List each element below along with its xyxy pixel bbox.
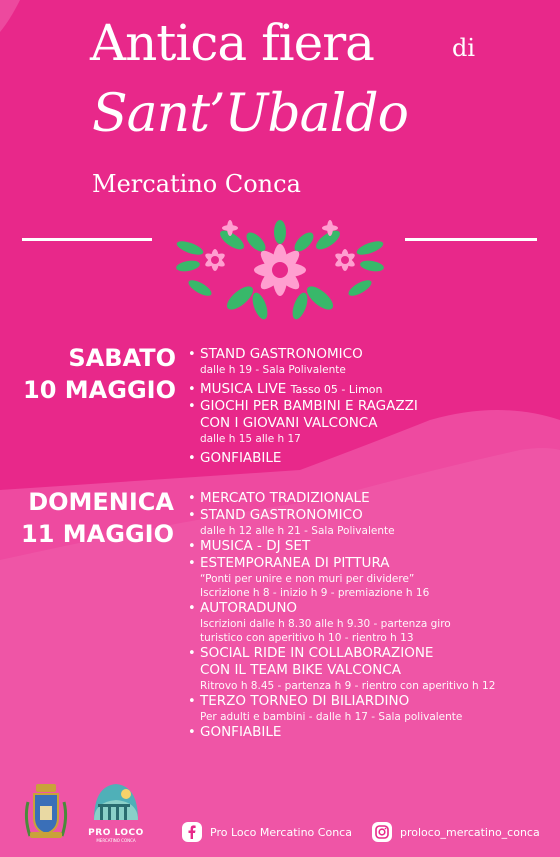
- pro-loco-logo: [90, 780, 142, 826]
- pro-loco-text: [86, 828, 146, 843]
- event-title-text: MUSICA LIVE: [200, 381, 287, 397]
- saturday-day-date: 10 MAGGIO: [23, 376, 176, 404]
- instagram-label: proloco_mercatino_conca: [400, 825, 540, 839]
- divider-left: [22, 238, 152, 241]
- event-title: • SOCIAL RIDE IN COLLABORAZIONE: [200, 645, 434, 661]
- list-item: [188, 538, 495, 555]
- event-title: • GONFIABILE: [200, 724, 282, 740]
- list-item: [188, 398, 418, 446]
- event-title: • GIOCHI PER BAMBINI E RAGAZZI: [200, 398, 418, 414]
- list-item: [188, 693, 495, 724]
- list-item: [188, 507, 495, 538]
- event-title: • STAND GASTRONOMICO: [200, 507, 363, 523]
- event-title: • MERCATO TRADIZIONALE: [200, 490, 370, 506]
- list-item: [188, 450, 418, 467]
- event-title-line2: CON IL TEAM BIKE VALCONCA: [200, 662, 402, 678]
- list-item: [188, 645, 495, 693]
- list-item: [188, 600, 495, 645]
- instagram-link[interactable]: [372, 822, 540, 842]
- facebook-link[interactable]: [182, 822, 352, 842]
- pro-loco-name: PRO LOCO: [88, 828, 144, 838]
- title-di: di: [452, 34, 476, 62]
- subtitle: Mercatino Conca: [92, 170, 301, 198]
- divider-right: [405, 238, 537, 241]
- event-detail: “Ponti per unire e non muri per dividere”: [200, 573, 415, 585]
- event-title: [200, 381, 418, 398]
- saturday-events-list: [188, 346, 418, 467]
- event-detail: dalle h 15 alle h 17: [200, 433, 301, 445]
- event-title: • AUTORADUNO: [200, 600, 298, 616]
- sunday-events-list: [188, 490, 495, 741]
- instagram-icon: [372, 822, 392, 842]
- event-detail: dalle h 19 - Sala Polivalente: [200, 364, 346, 376]
- event-title-line2: CON I GIOVANI VALCONCA: [200, 415, 378, 431]
- list-item: [188, 381, 418, 398]
- pro-loco-place: MERCATINO CONCA: [96, 838, 136, 843]
- saturday-date: [23, 342, 176, 406]
- event-detail: Iscrizione h 8 - inizio h 9 - premiazione h 16: [200, 587, 430, 599]
- municipal-coat-of-arms-logo: [22, 778, 70, 842]
- event-detail: Ritrovo h 8.45 - partenza h 9 - rientro con aperitivo h 12: [200, 680, 496, 692]
- event-title: • ESTEMPORANEA DI PITTURA: [200, 555, 390, 571]
- list-item: [188, 346, 418, 377]
- saturday-day-name: SABATO: [68, 344, 176, 372]
- event-title: • MUSICA - DJ SET: [200, 538, 311, 554]
- list-item: [188, 555, 495, 600]
- title-line1: Antica fiera: [90, 14, 374, 72]
- event-title: • STAND GASTRONOMICO: [200, 346, 363, 362]
- event-detail: turistico con aperitivo h 10 - rientro h 13: [200, 632, 414, 644]
- sunday-day-date: 11 MAGGIO: [21, 520, 174, 548]
- list-item: [188, 490, 495, 507]
- event-detail: Iscrizioni dalle h 8.30 alle h 9.30 - partenza giro: [200, 618, 451, 630]
- facebook-label: Pro Loco Mercatino Conca: [210, 825, 352, 839]
- event-title: • GONFIABILE: [200, 450, 282, 466]
- title-line2: Sant’Ubaldo: [92, 84, 408, 144]
- sunday-day-name: DOMENICA: [28, 488, 174, 516]
- event-title: • TERZO TORNEO DI BILIARDINO: [200, 693, 410, 709]
- flower-decoration: [160, 218, 400, 328]
- event-detail: dalle h 12 alle h 21 - Sala Polivalente: [200, 525, 395, 537]
- sunday-date: [21, 486, 174, 550]
- facebook-icon: [182, 822, 202, 842]
- event-inline-detail: Tasso 05 - Limon: [290, 383, 383, 396]
- event-detail: Per adulti e bambini - dalle h 17 - Sala polivalente: [200, 711, 463, 723]
- list-item: [188, 724, 495, 741]
